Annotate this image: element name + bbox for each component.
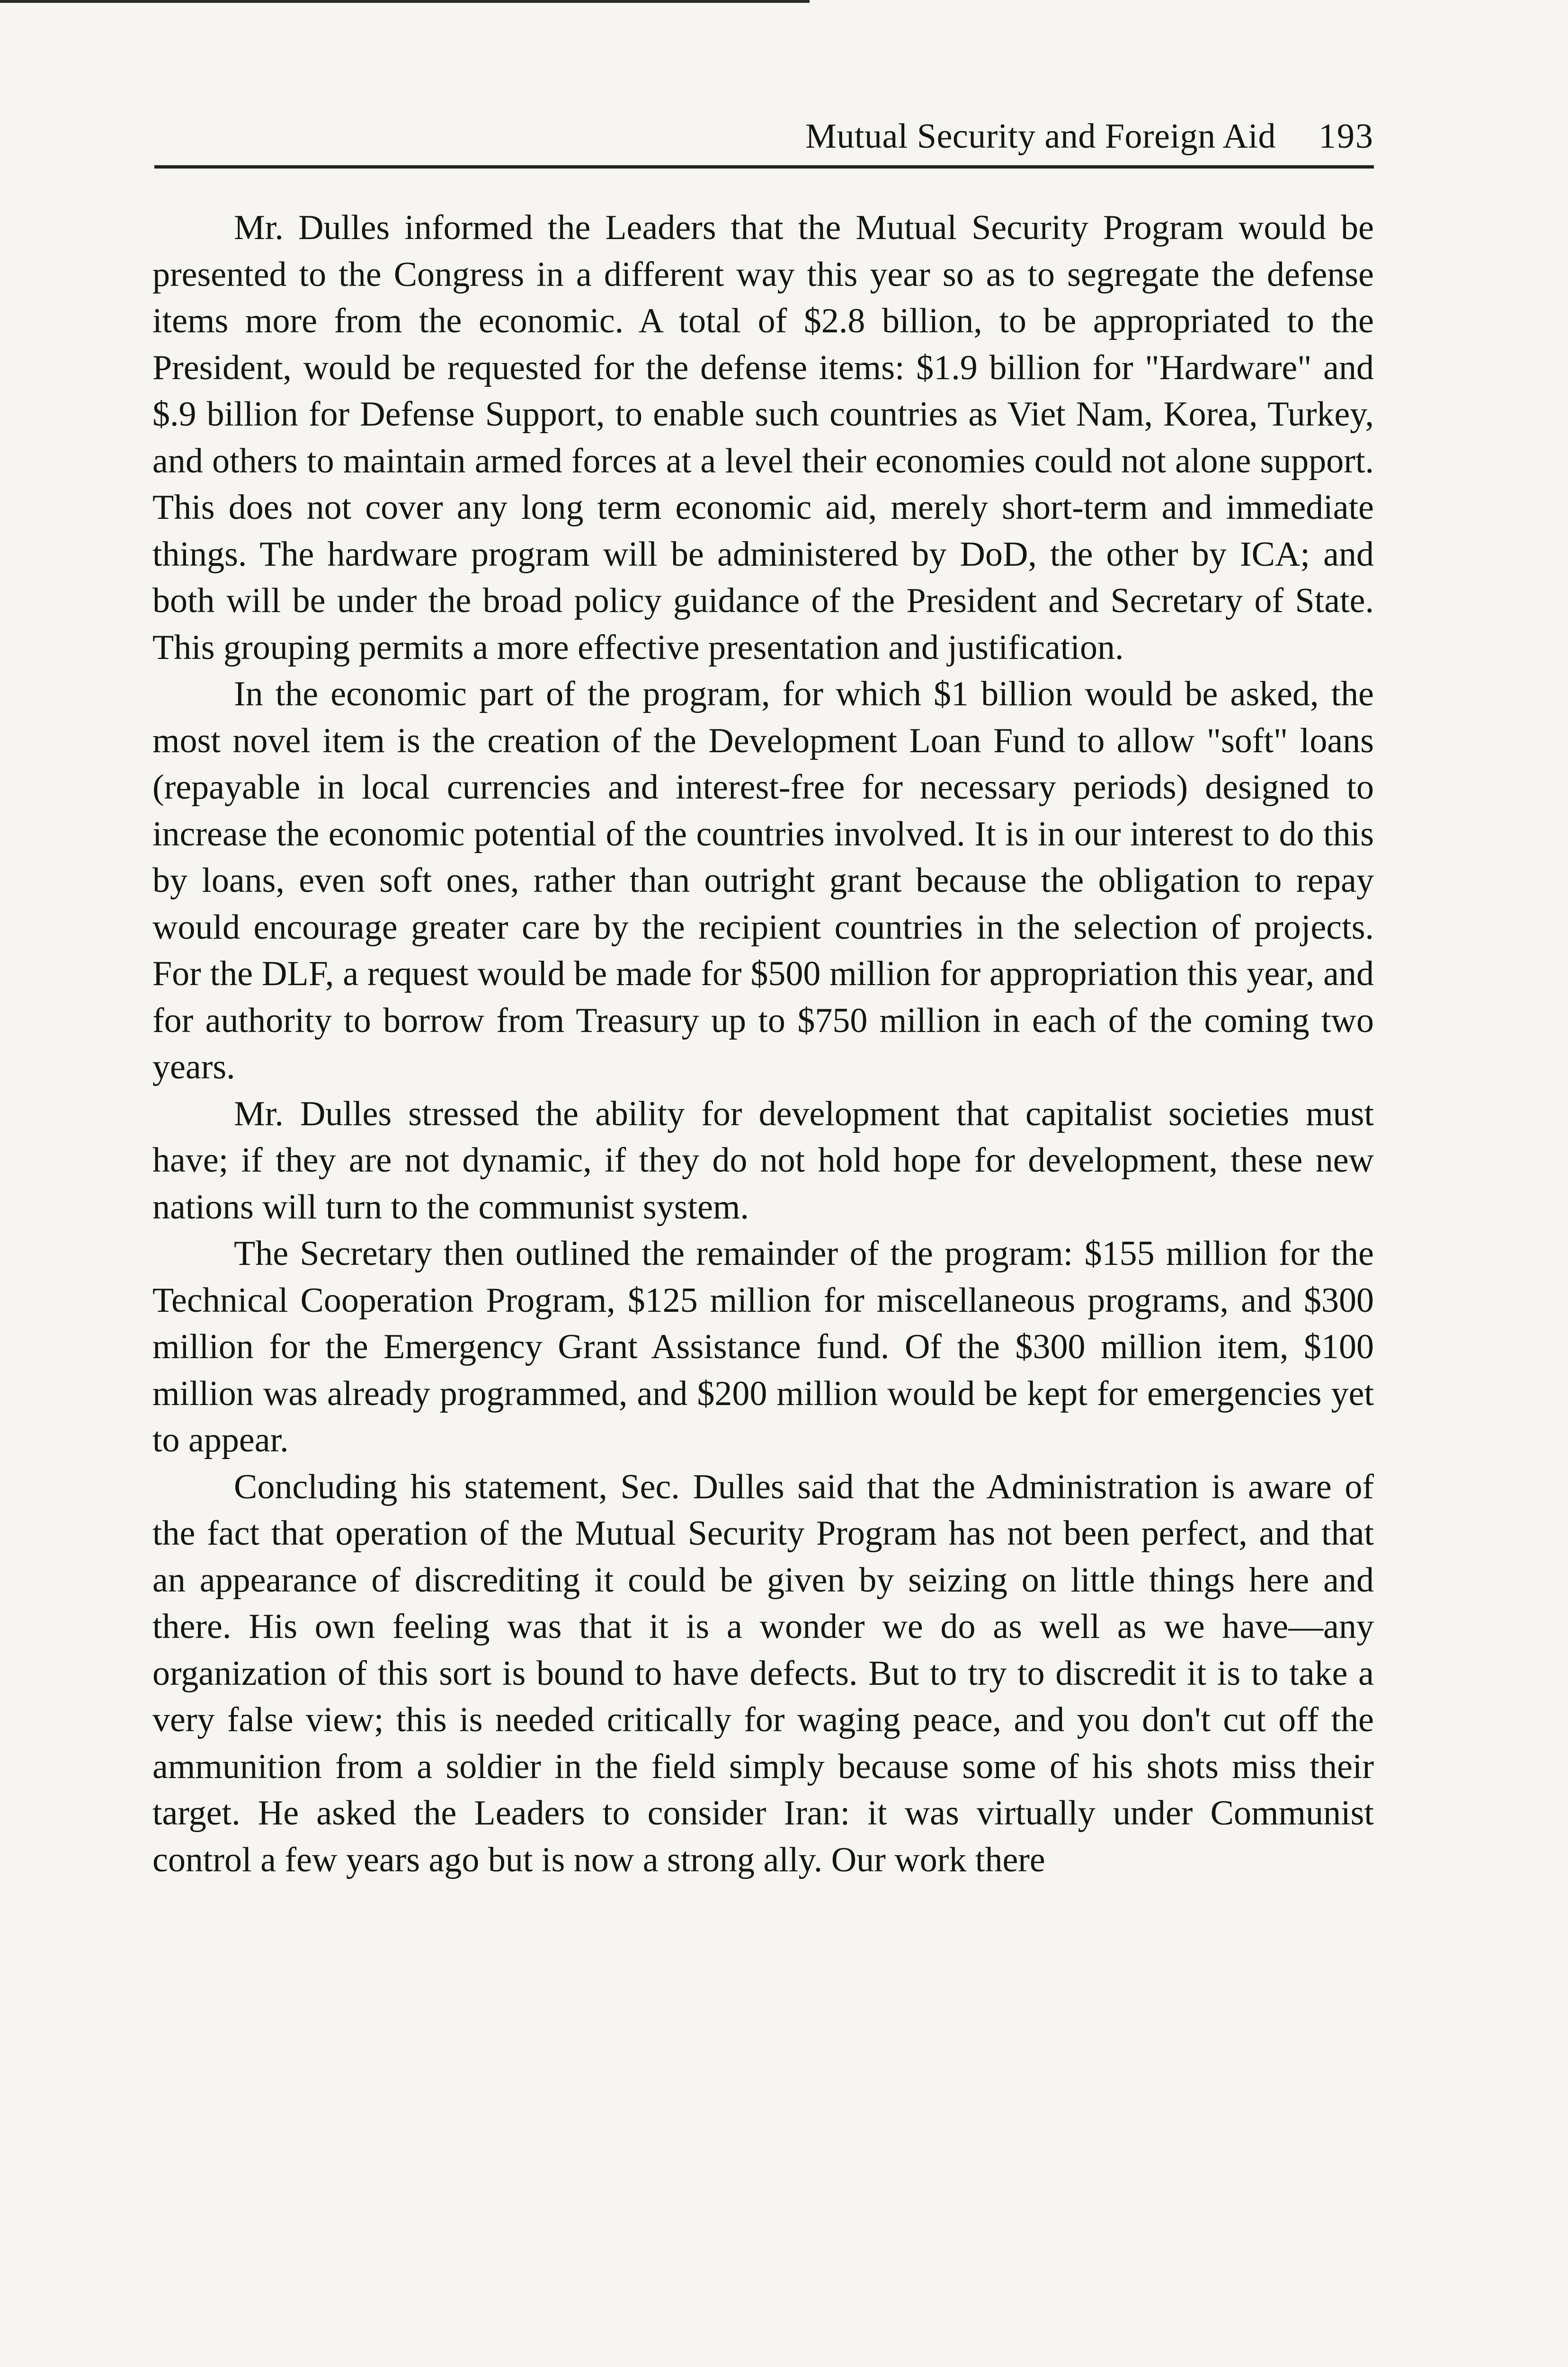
scan-edge-line — [0, 0, 810, 3]
paragraph-2: In the economic part of the program, for which $1 billion would be asked, the most novel item is the creation of the Development Loan Fund to allow "soft" loans (repayable in local currencies and interest-free for necessary periods) designed to increase the economic potential of the countries involved. It is in our interest to do this by loans, even soft ones, rather than outright grant because the obligation to repay would encourage greater care by the recipient countries in the selection of projects. For the DLF, a request would be made for $500 million for appropriation this year, and for authority to borrow from Treasury up to $750 million in each of the coming two years. — [152, 675, 1374, 1086]
page-number: 193 — [1319, 117, 1374, 156]
paragraph-5: Concluding his statement, Sec. Dulles said that the Administration is aware of the fact that operation of the Mutual Security Program has not been perfect, and that an appearance of discrediting it could be given by seizing on little things here and there. His own feeling was that it is a wonder we do as well as we have—any organization of this sort is bound to have defects. But to try to discredit it is to take a very false view; this is needed critically for waging peace, and you don't cut off the ammunition from a soldier in the field simply because some of his shots miss their target. He asked the Leaders to consider Iran: it was virtually under Communist control a few years ago but is now a strong ally. Our work there — [152, 1467, 1374, 1879]
paragraph-4: The Secretary then outlined the remainder of the program: $155 million for the Technical Cooperation Program, $125 million for miscellaneous programs, and $300 million for the Emergency Grant Assistance fund. Of the $300 million item, $100 million was already programmed, and $200 million would be kept for emergencies yet to appear. — [152, 1234, 1374, 1459]
running-header — [154, 113, 1374, 169]
paragraph-3: Mr. Dulles stressed the ability for development that capitalist societies must have; if they are not dynamic, if they do not hold hope for development, these new nations will turn to the communist system. — [152, 1094, 1374, 1227]
body-text — [152, 205, 1374, 1883]
paragraph-1: Mr. Dulles informed the Leaders that the Mutual Security Program would be presented to the Congress in a different way this year so as to segregate the defense items more from the economic. A total of $2.8 billion, to be appropriated to the President, would be requested for the defense items: $1.9 billion for "Hardware" and $.9 billion for Defense Support, to enable such countries as Viet Nam, Korea, Turkey, and others to maintain armed forces at a level their economies could not alone support. This does not cover any long term economic aid, merely short-term and immediate things. The hardware program will be administered by DoD, the other by ICA; and both will be under the broad policy guidance of the President and Secretary of State. This grouping permits a more effective presentation and justification. — [152, 208, 1374, 667]
running-title: Mutual Security and Foreign Aid — [805, 117, 1276, 156]
